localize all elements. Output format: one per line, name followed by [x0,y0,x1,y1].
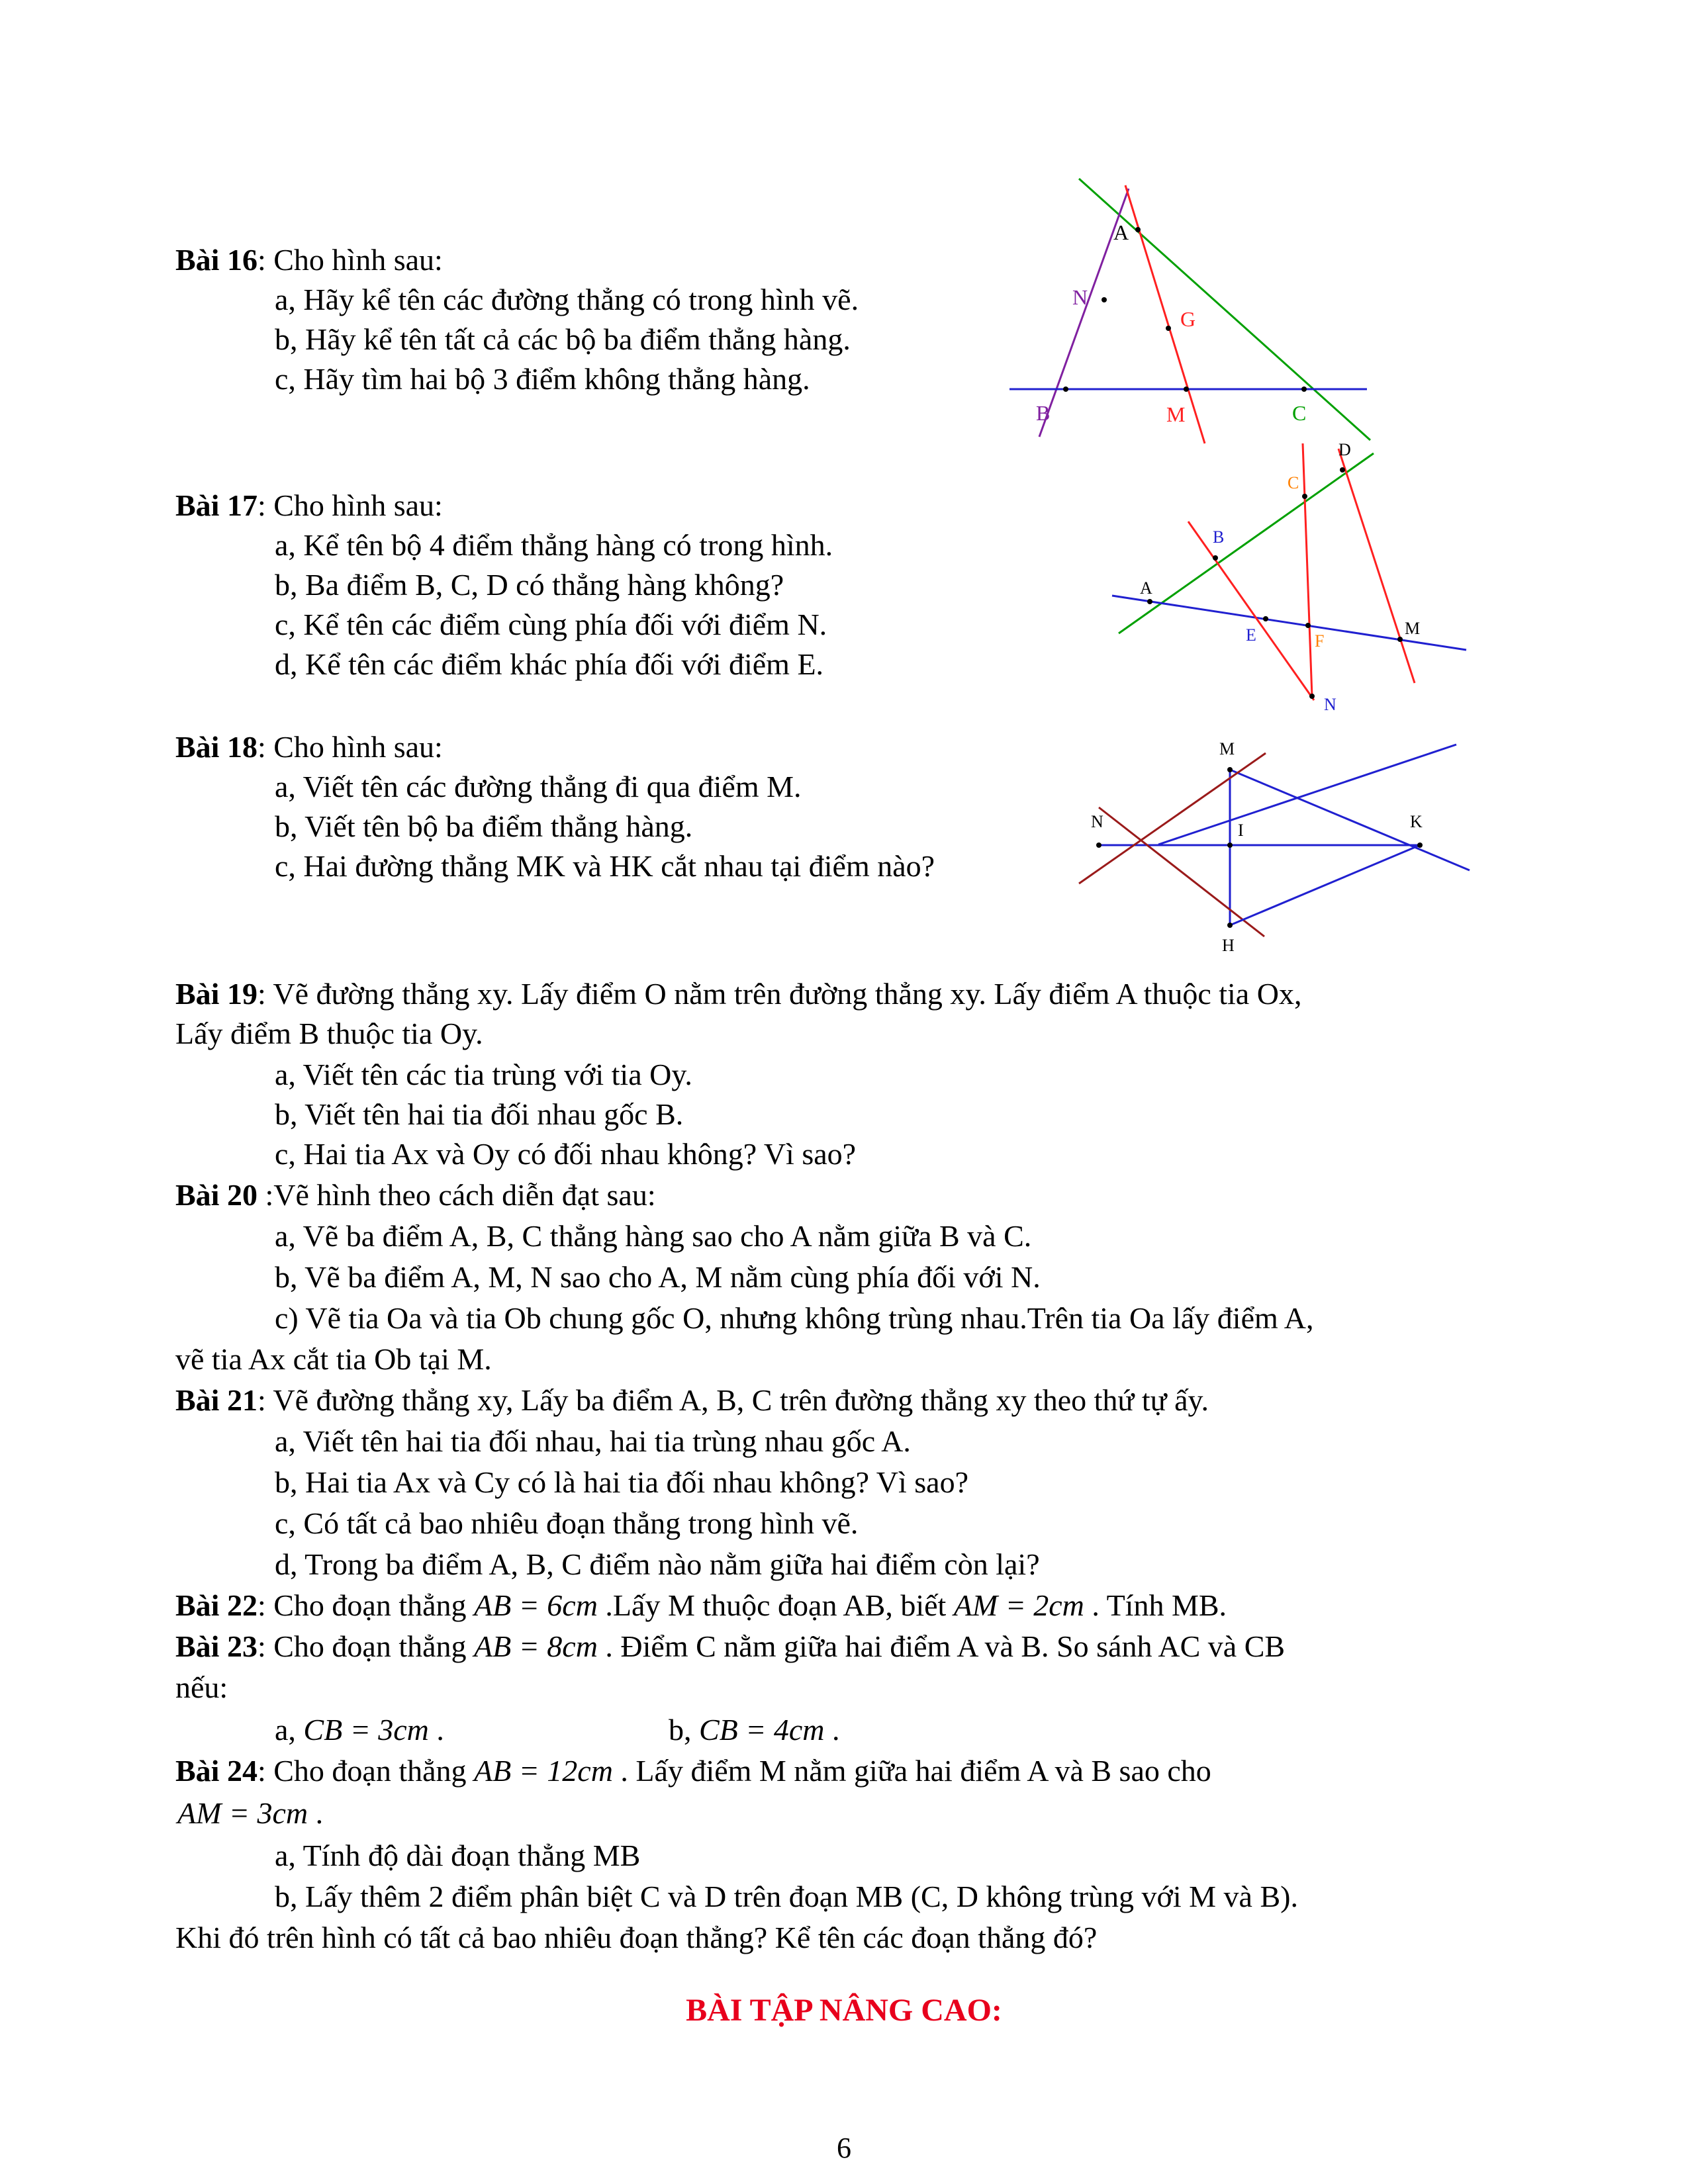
point-i [1227,842,1233,848]
bai21-item-c: c, Có tất cả bao nhiêu đoạn thẳng trong hình vẽ. [275,1506,859,1540]
label-k: K [1410,812,1423,831]
bai22-line: Bài 22: Cho đoạn thẳng AB = 6cm .Lấy M thuộc đoạn AB, biết AM = 2cm . Tính MB. [175,1588,1227,1622]
bai19-heading: Bài 19: Vẽ đường thẳng xy. Lấy điểm O nằm trên đường thẳng xy. Lấy điểm A thuộc tia Ox, [175,977,1302,1011]
point-g [1166,326,1171,331]
bai24-math-am-line: AM = 3cm . [177,1796,324,1830]
line-mk [1230,770,1470,870]
bai17-item-b: b, Ba điểm B, C, D có thẳng hàng không? [275,568,784,602]
label-a: A [1140,578,1152,598]
point-m [1397,637,1403,642]
bai20-item-b: b, Vẽ ba điểm A, M, N sao cho A, M nằm cùng phía đối với N. [275,1260,1041,1294]
label-e: E [1246,625,1256,645]
bai20-item-a: a, Vẽ ba điểm A, B, C thẳng hàng sao cho A nằm giữa B và C. [275,1219,1032,1253]
point-a [1135,227,1141,232]
label-n: N [1072,285,1088,309]
bai19-item-c: c, Hai tia Ax và Oy có đối nhau không? Vì sao? [275,1137,857,1171]
section-title: BÀI TẬP NÂNG CAO: [686,1993,1002,2028]
point-c [1301,387,1307,392]
bai16-item-b: b, Hãy kể tên tất cả các bộ ba điểm thẳng hàng. [275,322,851,356]
bai23-line-cont: nếu: [175,1670,228,1704]
line-hk-segment [1230,845,1420,925]
bai20-heading: Bài 20 :Vẽ hình theo cách diễn đạt sau: [175,1178,656,1212]
line-red-c-n [1303,443,1312,696]
bai24-line: Bài 24: Cho đoạn thẳng AB = 12cm . Lấy điểm M nằm giữa hai điểm A và B sao cho [175,1754,1211,1788]
page-number: 6 [837,2132,851,2164]
label-b: B [1036,401,1051,425]
label-a: A [1113,220,1129,244]
label-m: M [1166,402,1186,426]
bai20-item-c: c) Vẽ tia Oa và tia Ob chung gốc O, nhưng không trùng nhau.Trên tia Oa lấy điểm A, [275,1301,1314,1335]
bai16-item-a: a, Hãy kể tên các đường thẳng có trong hình vẽ. [275,283,859,316]
point-e [1263,616,1268,621]
bai24-item-b-cont: Khi đó trên hình có tất cả bao nhiêu đoạn thẳng? Kể tên các đoạn thẳng đó? [175,1921,1098,1954]
label-m: M [1405,619,1421,638]
bai17-figure [1092,437,1483,721]
point-a [1147,599,1152,604]
point-f [1305,623,1311,628]
point-n [1102,297,1107,302]
bai21-item-d: d, Trong ba điểm A, B, C điểm nào nằm giữa hai điểm còn lại? [275,1547,1040,1581]
line-green-a-d [1119,453,1374,633]
bai17-item-d: d, Kể tên các điểm khác phía đối với điểm E. [275,647,824,681]
bai24-item-a: a, Tính độ dài đoạn thẳng MB [275,1839,641,1872]
point-d [1340,467,1345,473]
label-n: N [1091,812,1103,831]
bai19-item-a: a, Viết tên các tia trùng với tia Oy. [275,1058,692,1091]
bai17-heading: Bài 17: Cho hình sau: [175,488,443,522]
bai23-math-ab: AB = 8cm [474,1629,598,1663]
bai18-item-a: a, Viết tên các đường thẳng đi qua điểm M. [275,770,802,803]
bai23-item-b: b, CB = 4cm . [669,1713,840,1747]
bai21-item-b: b, Hai tia Ax và Cy có là hai tia đối nhau không? Vì sao? [275,1465,968,1499]
bai18-heading: Bài 18: Cho hình sau: [175,730,443,764]
bai19-item-b: b, Viết tên hai tia đối nhau gốc B. [275,1097,684,1131]
bai19-intro-cont: Lấy điểm B thuộc tia Oy. [175,1017,483,1050]
label-n: N [1324,695,1336,714]
point-n [1309,694,1315,699]
point-b [1213,555,1218,561]
point-m [1184,387,1189,392]
bai16-item-c: c, Hãy tìm hai bộ 3 điểm không thẳng hàng. [275,362,810,396]
label-g: G [1180,307,1196,331]
label-f: F [1315,631,1325,651]
bai17-item-a: a, Kể tên bộ 4 điểm thẳng hàng có trong hình. [275,528,833,562]
bai22-math-am: AM = 2cm [953,1588,1084,1622]
bai18-item-c: c, Hai đường thẳng MK và HK cắt nhau tại điểm nào? [275,849,935,883]
bai23-item-a: a, CB = 3cm . [275,1713,444,1747]
label-c: C [1288,473,1299,492]
bai23-line: Bài 23: Cho đoạn thẳng AB = 8cm . Điểm C nằm giữa hai điểm A và B. So sánh AC và CB [175,1629,1286,1663]
point-h [1227,923,1233,928]
bai21-item-a: a, Viết tên hai tia đối nhau, hai tia trùng nhau gốc A. [275,1424,911,1458]
bai18-item-b: b, Viết tên bộ ba điểm thẳng hàng. [275,809,693,843]
label-d: D [1338,440,1351,459]
point-k [1417,842,1423,848]
line-green-a-c [1079,179,1370,440]
bai16-figure [993,165,1390,457]
label-m: M [1219,739,1235,758]
label-i: I [1238,821,1244,840]
bai18-figure [1059,735,1489,960]
point-n [1096,842,1102,848]
bai24-item-b: b, Lấy thêm 2 điểm phân biệt C và D trên đoạn MB (C, D không trùng với M và B). [275,1880,1298,1913]
bai24-math-ab: AB = 12cm [474,1754,613,1788]
bai20-item-c-cont: vẽ tia Ax cắt tia Ob tại M. [175,1342,492,1376]
bai17-item-c: c, Kể tên các điểm cùng phía đối với điểm N. [275,608,827,641]
point-m [1227,767,1233,772]
label-b: B [1213,527,1225,547]
line-red-d-m [1338,449,1415,683]
point-b [1063,387,1068,392]
label-c: C [1292,401,1307,425]
point-c [1302,494,1307,499]
bai16-heading: Bài 16: Cho hình sau: [175,243,443,277]
bai22-math-ab: AB = 6cm [474,1588,598,1622]
bai21-heading: Bài 21: Vẽ đường thẳng xy, Lấy ba điểm A, B, C trên đường thẳng xy theo thứ tự ấy. [175,1383,1209,1417]
label-h: H [1222,936,1235,955]
